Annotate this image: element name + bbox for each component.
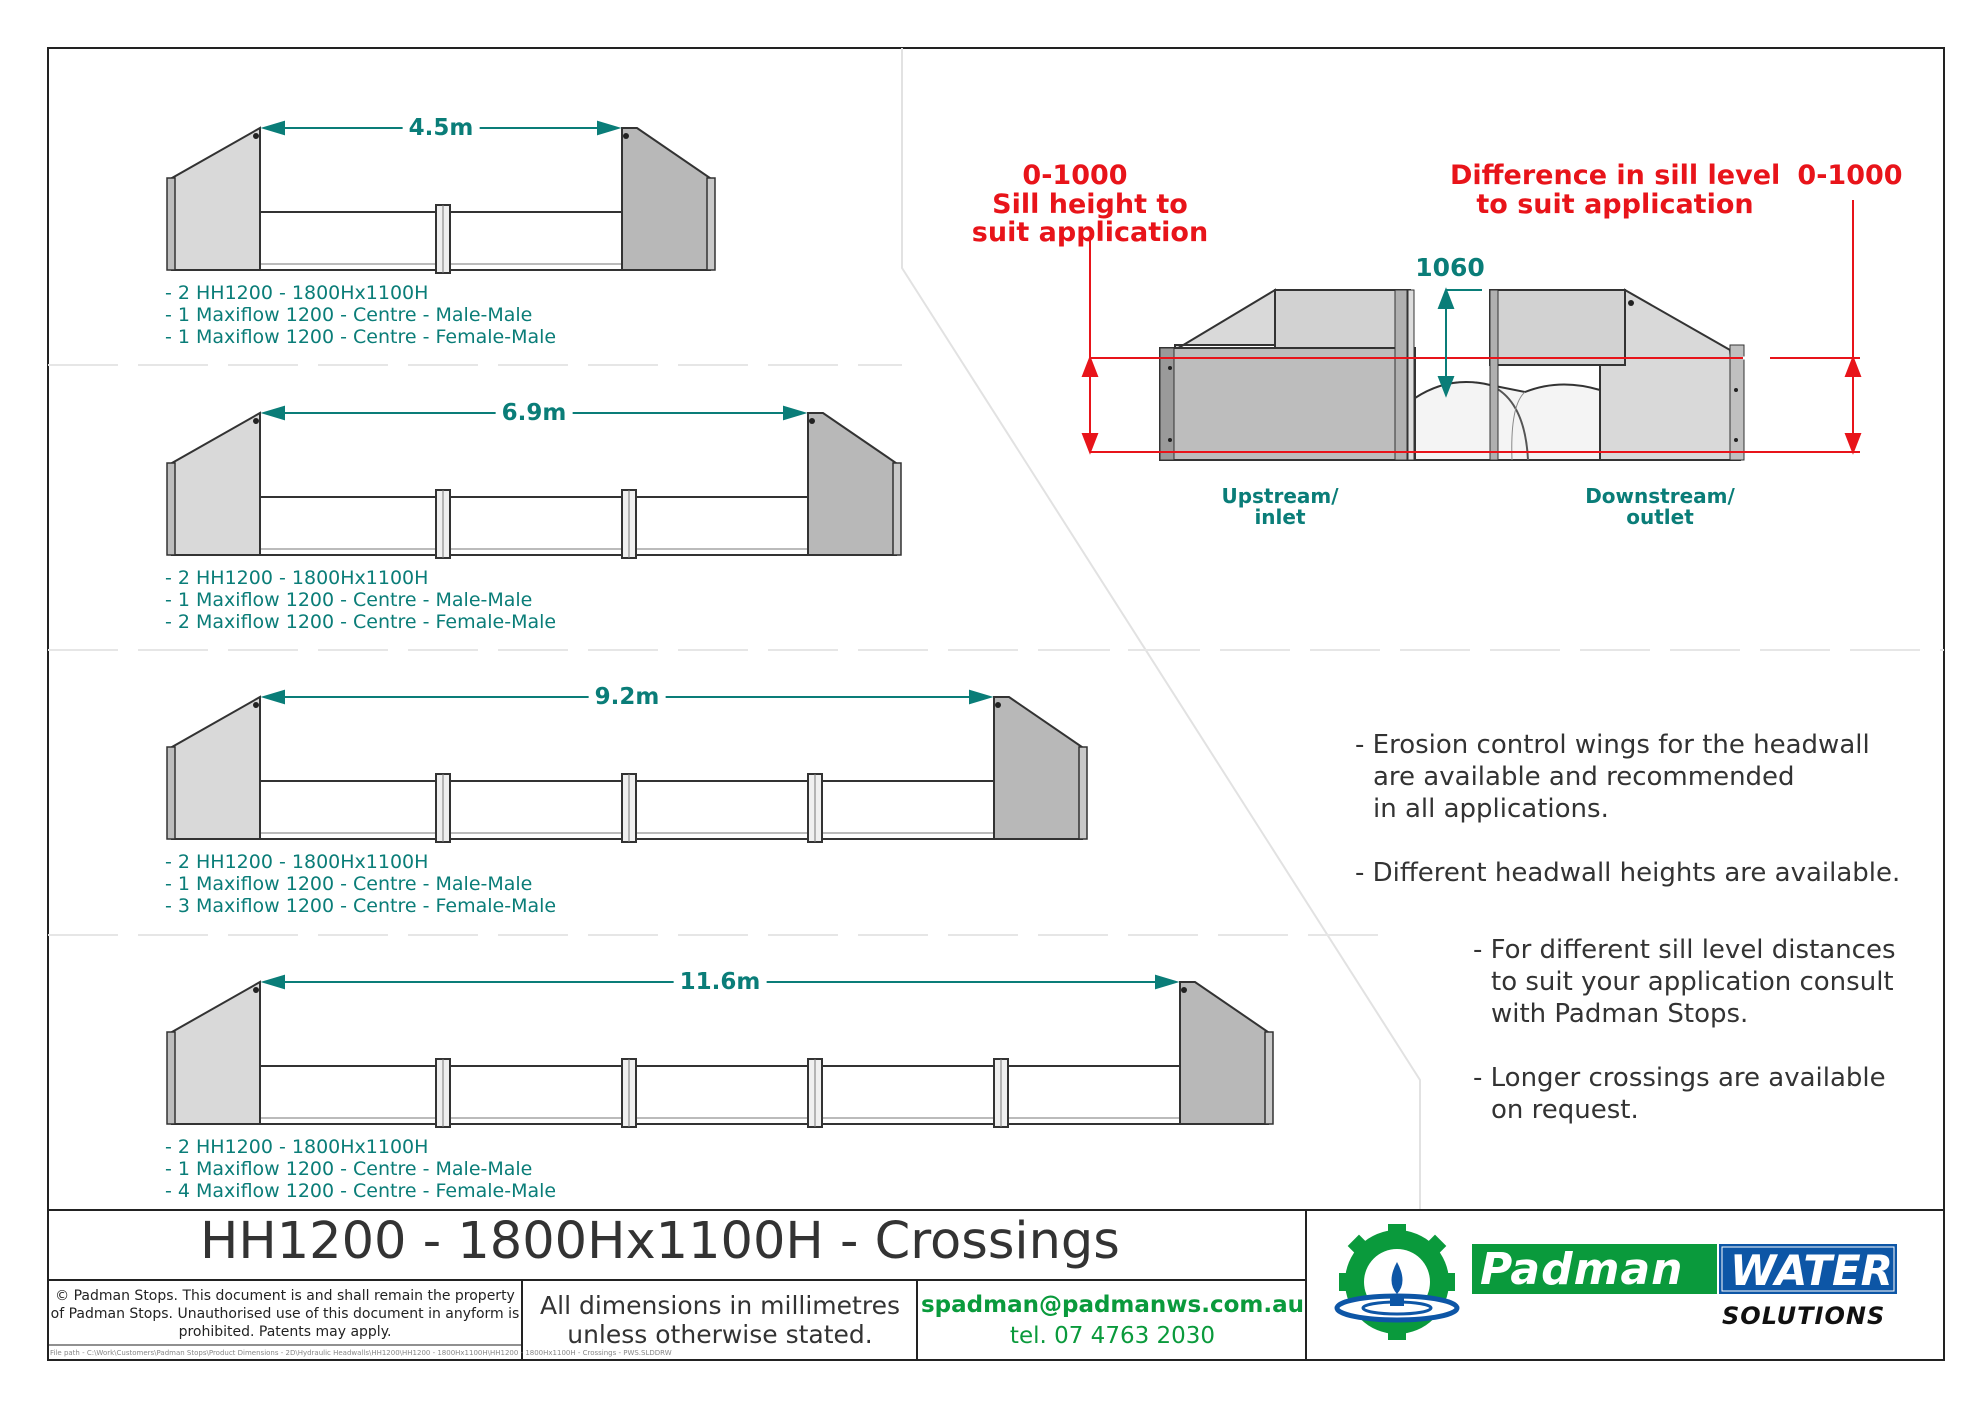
left-range: 0-1000 bbox=[1022, 160, 1128, 191]
assembly-notes-3: - 2 HH1200 - 1800Hx1100H - 1 Maxiflow 1200 - Centre - Male-Male - 3 Maxiflow 1200 - Centre - Female-Male bbox=[165, 851, 557, 917]
culvert-assembly-4 bbox=[167, 976, 1273, 1127]
logo-padman: Padman bbox=[1480, 1244, 1684, 1295]
upstream-label-line2: inlet bbox=[1254, 505, 1306, 529]
pipe-run bbox=[260, 1066, 1180, 1124]
span-label-1: 4.5m bbox=[403, 115, 480, 141]
assembly-notes-2: - 2 HH1200 - 1800Hx1100H - 1 Maxiflow 1200 - Centre - Male-Male - 2 Maxiflow 1200 - Centre - Female-Male bbox=[165, 567, 557, 633]
note-longer-crossings: - Longer crossings are available on request. bbox=[1473, 1063, 1886, 1125]
culvert-assembly-2 bbox=[167, 407, 901, 558]
right-range: 0-1000 bbox=[1797, 160, 1903, 191]
span-label-4: 11.6m bbox=[674, 969, 767, 995]
pipe-height-dimension bbox=[1439, 290, 1482, 395]
logo-solutions: SOLUTIONS bbox=[1722, 1302, 1886, 1330]
downstream-headwall-top bbox=[1490, 290, 1625, 365]
drawing-title: HH1200 - 1800Hx1100H - Crossings bbox=[200, 1212, 1120, 1271]
detail-culvert bbox=[1160, 290, 1744, 460]
right-headwall bbox=[622, 128, 710, 270]
dimensions-note: All dimensions in millimetres unless otherwise stated. bbox=[540, 1291, 900, 1349]
logo-emblem bbox=[1337, 1224, 1457, 1340]
pipe-run bbox=[260, 497, 808, 555]
right-headwall bbox=[808, 413, 896, 555]
assembly-notes-4: - 2 HH1200 - 1800Hx1100H - 1 Maxiflow 1200 - Centre - Male-Male - 4 Maxiflow 1200 - Centre - Female-Male bbox=[165, 1136, 557, 1202]
note-headwall-heights: - Different headwall heights are available. bbox=[1355, 858, 1901, 888]
assembly-notes-1: - 2 HH1200 - 1800Hx1100H - 1 Maxiflow 1200 - Centre - Male-Male - 1 Maxiflow 1200 - Centre - Female-Male bbox=[165, 282, 557, 348]
pipe-barrel bbox=[1415, 382, 1610, 460]
culvert-assembly-1 bbox=[167, 122, 715, 273]
upstream-headwall bbox=[1160, 348, 1415, 460]
right-headwall bbox=[1180, 982, 1268, 1124]
left-headwall bbox=[172, 128, 260, 270]
note-sill-distances: - For different sill level distances to suit your application consult with Padman Stops. bbox=[1473, 935, 1896, 1029]
upstream-wing bbox=[1175, 290, 1275, 350]
left-headwall bbox=[172, 413, 260, 555]
left-caption-line1: Sill height to bbox=[992, 189, 1188, 220]
right-headwall bbox=[994, 697, 1082, 839]
left-headwall bbox=[172, 982, 260, 1124]
upstream-label-line1: Upstream/ bbox=[1221, 484, 1339, 508]
downstream-label-line1: Downstream/ bbox=[1585, 484, 1735, 508]
left-headwall bbox=[172, 697, 260, 839]
span-label-2: 6.9m bbox=[496, 400, 573, 426]
right-caption-line1: Difference in sill level bbox=[1450, 160, 1781, 191]
culvert-assembly-3 bbox=[167, 691, 1087, 842]
contact-email[interactable]: spadman@padmanws.com.au bbox=[920, 1292, 1304, 1318]
copyright-notice: © Padman Stops. This document is and shall remain the property of Padman Stops. Unauthorised use of this document in anyform is prohibited. Patents may apply. bbox=[50, 1288, 520, 1340]
left-caption-line2: suit application bbox=[971, 217, 1209, 248]
file-path: File path - C:\Work\Customers\Padman Stops\Product Dimensions - 2D\Hydraulic Headwalls\HH1200\HH1200 - 1800Hx1100H\HH1200 - 1800Hx1100H - Crossings - PWS.SLDDRW bbox=[50, 1349, 672, 1357]
right-caption-line2: to suit application bbox=[1476, 189, 1754, 220]
logo-water: WATER bbox=[1730, 1246, 1893, 1295]
span-label-3: 9.2m bbox=[589, 684, 666, 710]
downstream-label-line2: outlet bbox=[1626, 505, 1694, 529]
contact-phone: tel. 07 4763 2030 bbox=[1009, 1323, 1216, 1349]
pipe-height-label: 1060 bbox=[1415, 253, 1485, 282]
note-erosion-wings: - Erosion control wings for the headwall are available and recommended in all applications. bbox=[1355, 730, 1870, 824]
